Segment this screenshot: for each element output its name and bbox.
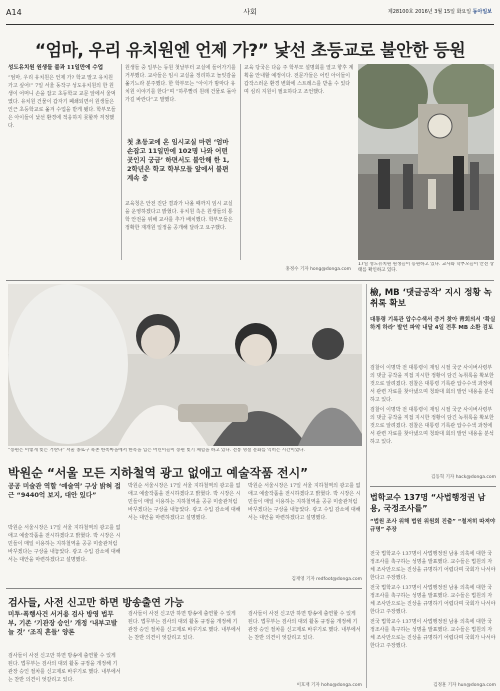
top-headline: “엄마, 우리 유치원엔 언제 가?” 낯선 초등교로 불안한 등원 bbox=[34, 41, 466, 61]
mb-body: 검찰이 이명박 전 대통령이 재임 시절 국군 사이버사령부의 댓글 공작을 직접 지시한 정황이 담긴 녹취록을 확보한 것으로 알려졌다. 검찰은 대통령 기록관 압수수색 과정에서 관련 자료를 찾아냈으며 청와대 회의 발언 내용을 분석하고 있다. 검찰이 이명박 전 대통령이 재임 시절 국군 사이버사령부의 댓글 공작을 직접 지시한 정황이 담긴 녹취록을 확보한 것으로 알려졌다. 검찰은 대통령 기록관 압수수색 과정에서 관련 자료를 찾아냈으며 청와대 회의 발언 내용을 분석하고 있다. bbox=[370, 365, 494, 445]
section-rule bbox=[6, 280, 494, 281]
law-byline: 김정훈 기자 hun@donga.com bbox=[433, 683, 496, 688]
header-rule bbox=[6, 24, 494, 25]
mb-headline: 檢, MB ‘댓글공작’ 지시 정황 녹취록 확보 bbox=[370, 288, 492, 309]
law-headline: 법학교수 137명 “사법행정권 남용, 국정조사를” bbox=[370, 493, 486, 513]
column-divider bbox=[240, 64, 241, 260]
subway-headline: 박원순 “서울 모든 지하철역 광고 없애고 예술작품 전시” bbox=[8, 466, 309, 480]
top-story-col3: 교육청은 안전 진단 결과가 나올 때까지 임시 교실을 운영하겠다고 밝혔다. 유치원 측은 원생들의 통학 안전을 위해 교사를 추가 배치했다. 학부모들은 정확한 재개원 일정을 공개해 달라고 요구했다. bbox=[125, 201, 233, 231]
subway-body-col1: 박원순 서울시장은 17일 서울 지하철역의 광고를 없애고 예술작품을 전시하겠다고 밝혔다. 박 시장은 시민들이 매일 이용하는 지하철역을 공공 미술관처럼 바꾸겠다는 구상을 내놓았다. 광고 수입 감소에 대해서는 대안을 마련하겠다고 설명했다. bbox=[8, 525, 121, 563]
prosecutor-body-col2: 검사들이 사전 신고만 하면 방송에 출연할 수 있게 된다. 법무부는 검사의 대외 활동 규정을 개정해 기관장 승인 절차를 신고제로 바꾸기로 했다. 내부에서는 찬반 의견이 엇갈리고 있다. bbox=[128, 611, 241, 641]
school-photo-caption: 17일 성도유치원 원생들이 등원하고 있다. 교사와 학부모들이 안전 상태를 확인하고 있다. bbox=[358, 262, 494, 273]
section-rule bbox=[370, 486, 496, 487]
prosecutor-lead: 미투·폭행사건 서거용 검사 방영 법무부, 기존 ‘기관장 승인’ 개정 ‘내부고발 늘 것’ ‘조직 흔들’ 양론 bbox=[8, 610, 118, 636]
prosecutor-body-col3: 검사들이 사전 신고만 하면 방송에 출연할 수 있게 된다. 법무부는 검사의 대외 활동 규정을 개정해 기관장 승인 절차를 신고제로 바꾸기로 했다. 내부에서는 찬반 의견이 엇갈리고 있다. bbox=[248, 611, 361, 641]
column-divider bbox=[121, 64, 122, 260]
top-story-col2: 원생들 중 일부는 등원 첫날부터 교실에 들어가기를 거부했다. 교사들은 임시 교실을 정리하고 놀잇감을 옮기느라 분주했다. 한 학부모는 “아이가 밤마다 유치원 이야기를 한다”며 “하루빨리 원래 건물로 돌아가길 바란다”고 말했다. bbox=[125, 65, 237, 103]
top-story-byline: 홍정수 기자 hong@donga.com bbox=[285, 267, 351, 272]
top-story-subhead: 성도유치원 원생들 불과 11일만에 수업 bbox=[8, 65, 104, 71]
page-number: A14 bbox=[6, 8, 22, 17]
hanbok-children-photo bbox=[8, 284, 362, 446]
law-lead: “법원 조사 위해 법원 위원회 진출” “철저히 따져야 규명” 주장 bbox=[370, 519, 496, 533]
page-header bbox=[0, 0, 500, 24]
subway-byline: 김재영 기자 redfoot@donga.com bbox=[291, 577, 362, 582]
subway-lead: 공공 미술관 역할 ‘예술역’ 구상 밝혀 접근 “9440억 보지, 대안 있다” bbox=[8, 482, 121, 499]
subway-body-col2: 박원순 서울시장은 17일 서울 지하철역의 광고를 없애고 예술작품을 전시하겠다고 밝혔다. 박 시장은 시민들이 매일 이용하는 지하철역을 공공 미술관처럼 바꾸겠다는 구상을 내놓았다. 광고 수입 감소에 대해서는 대안을 마련하겠다고 설명했다. bbox=[128, 483, 241, 521]
section-label: 사회 bbox=[243, 8, 257, 16]
law-body: 전국 법학교수 137명이 사법행정권 남용 의혹에 대한 국정조사를 촉구하는 성명을 발표했다. 교수들은 법원의 자체 조사만으로는 진상을 규명하기 어렵다며 국회가 나서야 한다고 주장했다. 전국 법학교수 137명이 사법행정권 남용 의혹에 대한 국정조사를 촉구하는 성명을 발표했다. 교수들은 법원의 자체 조사만으로는 진상을 규명하기 어렵다며 국회가 나서야 한다고 주장했다. 전국 법학교수 137명이 사법행정권 남용 의혹에 대한 국정조사를 촉구하는 성명을 발표했다. 교수들은 법원의 자체 조사만으로는 진상을 규명하기 어렵다며 국회가 나서야 한다고 주장했다. bbox=[370, 551, 496, 649]
issue-meta: 제28100호 2016년 3월 15일 화요일 동아일보 bbox=[387, 9, 492, 15]
mb-lead: 대통령 기록관 압수수색서 증거 찾아 靑회의서 ‘확실하게 하라’ 발언 파악 내달 4일 전후 MB 소환 검토 bbox=[370, 317, 496, 331]
pull-quote: 첫 초등교에 온 임시교실 마련 ‘엄마 손잡고 11일만에 102명 나와 어떤 곳인지 궁금’ 하면서도 불안해 한 1, 2학년은 학교 학부모들 앞에서 불편 계속 중 bbox=[127, 138, 230, 182]
section-rule bbox=[6, 588, 362, 589]
brand-logo: 동아일보 bbox=[472, 9, 492, 15]
prosecutor-headline: 검사들, 사전 신고만 하면 방송출연 가능 bbox=[8, 598, 184, 609]
prosecutor-byline: 이호재 기자 hoho@donga.com bbox=[296, 683, 362, 688]
subway-body-col3: 박원순 서울시장은 17일 서울 지하철역의 광고를 없애고 예술작품을 전시하겠다고 밝혔다. 박 시장은 시민들이 매일 이용하는 지하철역을 공공 미술관처럼 바꾸겠다는 구상을 내놓았다. 광고 수입 감소에 대해서는 대안을 마련하겠다고 설명했다. bbox=[248, 483, 361, 521]
prosecutor-body-col1: 검사들이 사전 신고만 하면 방송에 출연할 수 있게 된다. 법무부는 검사의 대외 활동 규정을 개정해 기관장 승인 절차를 신고제로 바꾸기로 했다. 내부에서는 찬반 의견이 엇갈리고 있다. bbox=[8, 653, 121, 683]
top-story-col4: 교육 당국은 다음 주 학부모 설명회를 열고 향후 계획을 안내할 예정이다. 전문가들은 어린 아이들이 갑작스러운 환경 변화에 스트레스를 받을 수 있다며 심리 지원이 필요하다고 조언했다. bbox=[244, 65, 354, 95]
top-story-col1: 성도유치원 원생들 불과 11일만에 수업 “엄마, 우리 유치원은 언제 가? 학교 말고 유치원 가고 싶어!” 7일 서울 동작구 성도유치원의 한 원생이 어머니 손을 잡고 초등학교 교문 앞에서 울먹였다. 유치원 건물이 갑자기 폐쇄되면서 원생들은 인근 초등학교로 옮겨 수업을 받게 됐다. 학부모들은 아이들이 낯선 환경에 적응하지 못할까 걱정했다. bbox=[8, 64, 118, 254]
column-divider bbox=[366, 284, 367, 688]
mb-byline: 김동혁 기자 hack@donga.com bbox=[431, 475, 496, 480]
hanbok-photo-caption: “송편은 이렇게 빚는 거란다” 서울 종로구 북촌 한옥마을에서 한복을 입은 어린이들이 송편 빚기 체험을 하고 있다. 전통 명절 문화를 익히는 시간이었다. bbox=[8, 448, 305, 453]
school-entrance-photo bbox=[358, 64, 494, 260]
